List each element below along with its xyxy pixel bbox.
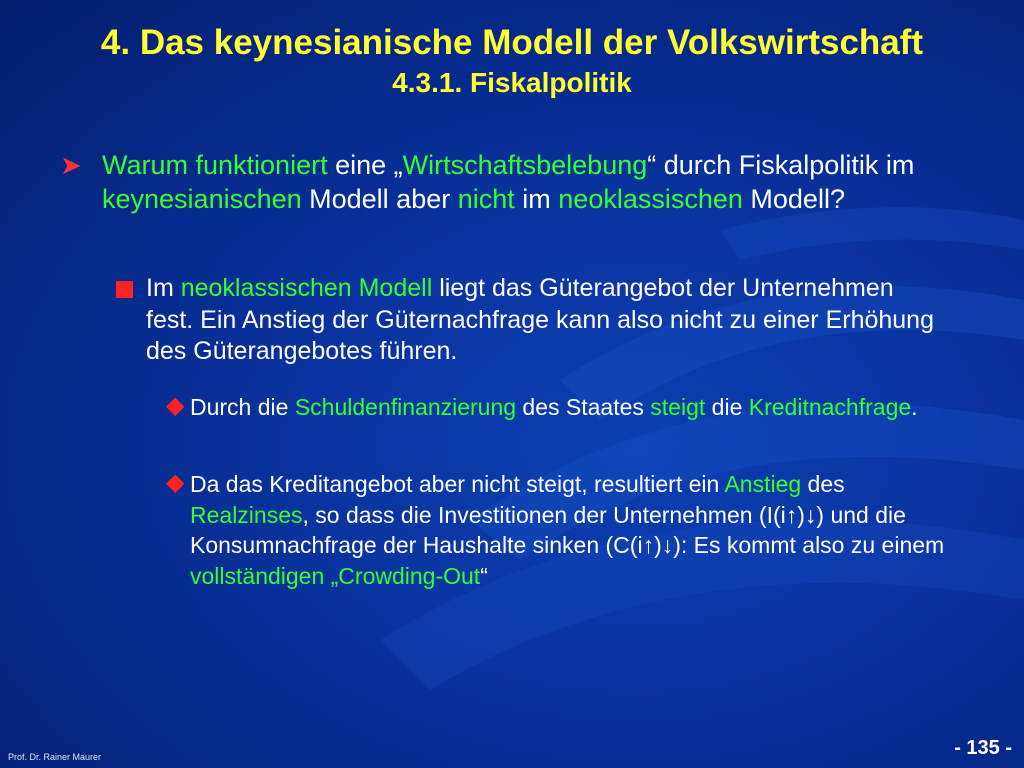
highlighted-text: Realzinses (190, 501, 303, 528)
highlighted-text: Kreditnachfrage (748, 394, 912, 420)
text-run: Da das Kreditangebot aber nicht steigt, resultiert ein (190, 471, 725, 497)
bullet-text (190, 469, 966, 591)
text-run: Durch die (190, 394, 295, 420)
bullet-text (190, 392, 966, 423)
bullet-level3 (166, 469, 966, 591)
highlighted-text: Wirtschaftsbelebung (402, 150, 648, 180)
arrow-bullet-icon: ➤ (60, 150, 82, 180)
text-run: des (801, 471, 845, 497)
slide-subtitle: 4.3.1. Fiskalpolitik (392, 67, 632, 98)
text-run: im (514, 184, 559, 214)
highlighted-text: keynesianischen (102, 184, 302, 214)
highlighted-text: Anstieg (724, 471, 802, 497)
highlighted-text: vollständigen „Crowding-Out (190, 562, 481, 589)
text-run: liegt das Güterangebot der Unternehmen fest. Ein Anstieg der Güternachfrage kann also nicht zu einer Erhöhung des Güterangebotes führen. (146, 274, 934, 365)
highlighted-text: neoklassischen (558, 184, 743, 214)
highlighted-text: Warum funktioniert (102, 150, 328, 180)
text-run: , so dass die Investitionen der Unternehmen (I(i↑)↓) und die Konsumnachfrage der Haushalte sinken (C(i↑)↓): Es kommt also zu einem (190, 501, 945, 558)
highlighted-text: Schuldenfinanzierung (294, 394, 517, 420)
bullet-level1 (60, 148, 940, 216)
page-number: - 135 - (954, 737, 1012, 759)
bullet-text (102, 148, 940, 216)
bullet-level2 (116, 273, 946, 368)
slide-title: 4. Das keynesianische Modell der Volkswirtschaft (100, 23, 924, 62)
text-run: eine „ (327, 150, 403, 180)
highlighted-text: steigt (650, 394, 706, 420)
text-run: Im (146, 274, 181, 302)
diamond-bullet-icon: ◆ (166, 392, 185, 419)
text-run: “ durch Fiskalpolitik im (647, 150, 915, 180)
text-run: . (911, 394, 918, 420)
bullet-text (146, 273, 946, 368)
square-bullet-icon (116, 281, 133, 298)
text-run: Modell aber (301, 184, 458, 214)
text-run: des Staates (516, 394, 651, 420)
text-run: “ (480, 562, 488, 589)
text-run: Modell? (742, 184, 845, 214)
text-run: die (705, 394, 749, 420)
highlighted-text: nicht (457, 184, 515, 214)
diamond-bullet-icon: ◆ (166, 469, 185, 496)
bullet-level3 (166, 392, 966, 423)
footer-author: Prof. Dr. Rainer Maurer (8, 752, 102, 762)
highlighted-text: neoklassischen Modell (180, 274, 433, 302)
